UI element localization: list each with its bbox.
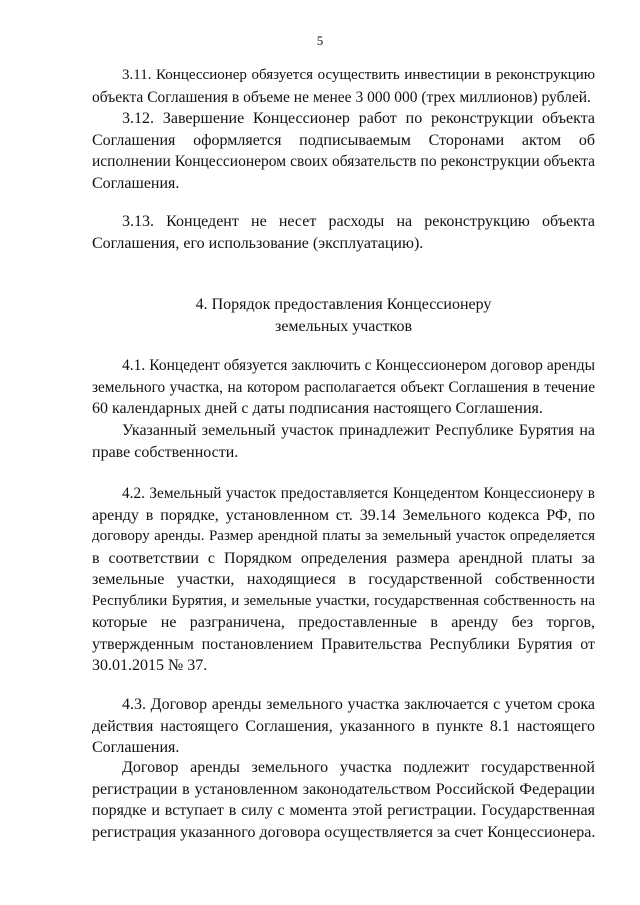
- text-line: объекта Соглашения в объеме не менее 3 000 000 (трех миллионов) рублей.: [92, 88, 591, 106]
- text-line: Указанный земельный участок принадлежит Республике Бурятия на: [122, 422, 595, 439]
- text-line: земельные участки, находящиеся в государственной собственности: [92, 571, 595, 588]
- text-line: Договор аренды земельного участка подлежит государственной: [122, 759, 595, 776]
- heading-line: земельных участков: [275, 317, 412, 335]
- heading-line: 4. Порядок предоставления Концессионеру: [195, 296, 492, 313]
- text-line: утвержденным постановлением Правительства Республики Бурятия от: [92, 635, 595, 653]
- text-line: 3.11. Концессионер обязуется осуществить инвестиции в реконструкцию: [122, 67, 595, 83]
- text-line: 4.3. Договор аренды земельного участка заключается с учетом срока: [122, 696, 595, 713]
- text-line: 30.01.2015 № 37.: [92, 657, 208, 674]
- text-line: Соглашения, его использование (эксплуатацию).: [92, 234, 424, 252]
- text-line: в соответствии с Порядком определения размера арендной платы за: [92, 549, 595, 567]
- text-line: действия настоящего Соглашения, указанного в пункте 8.1 настоящего: [92, 717, 595, 735]
- text-line: 4.1. Концедент обязуется заключить с Концессионером договор аренды: [122, 357, 595, 374]
- section-4-heading: [92, 294, 595, 337]
- paragraph-4-2: [92, 483, 595, 677]
- text-line: исполнении Концессионером своих обязательств по реконструкции объекта: [92, 153, 595, 170]
- text-line: 4.2. Земельный участок предоставляется Концедентом Концессионеру в: [122, 485, 595, 502]
- paragraph-4-3-registration: [92, 757, 595, 843]
- text-line: договору аренды. Размер арендной платы за земельный участок определяется: [92, 528, 595, 544]
- text-line: регистрации в установленном законодательством Российской Федерации: [92, 780, 595, 798]
- text-line: 3.12. Завершение Концессионер работ по реконструкции объекта: [122, 110, 595, 127]
- text-line: 60 календарных дней с даты подписания настоящего Соглашения.: [92, 400, 543, 417]
- text-line: Соглашения.: [92, 174, 180, 192]
- text-line: 3.13. Концедент не несет расходы на реконструкцию объекта: [122, 213, 595, 230]
- page-number: 5: [316, 33, 324, 48]
- paragraph-3-11: [92, 65, 595, 108]
- text-line: аренду в порядке, установленном ст. 39.14 Земельного кодекса РФ, по: [92, 506, 595, 524]
- paragraph-3-13: [92, 211, 595, 254]
- text-line: Соглашения.: [92, 739, 180, 756]
- text-line: порядке и вступает в силу с момента этой регистрации. Государственная: [92, 802, 595, 819]
- paragraph-4-3: [92, 694, 595, 759]
- paragraph-4-1-ownership: [92, 420, 595, 463]
- paragraph-4-1: [92, 355, 595, 420]
- text-line: земельного участка, на котором располагается объект Соглашения в течение: [92, 378, 595, 396]
- text-line: Республики Бурятия, и земельные участки, государственная собственность на: [92, 592, 595, 609]
- paragraph-3-12: [92, 108, 595, 194]
- text-line: регистрация указанного договора осуществляется за счет Концессионера.: [92, 823, 596, 841]
- text-line: Соглашения оформляется подписываемым Сторонами актом об: [92, 131, 595, 149]
- text-line: которые не разграничена, предоставленные в аренду без торгов,: [92, 614, 595, 631]
- text-line: праве собственности.: [92, 443, 239, 461]
